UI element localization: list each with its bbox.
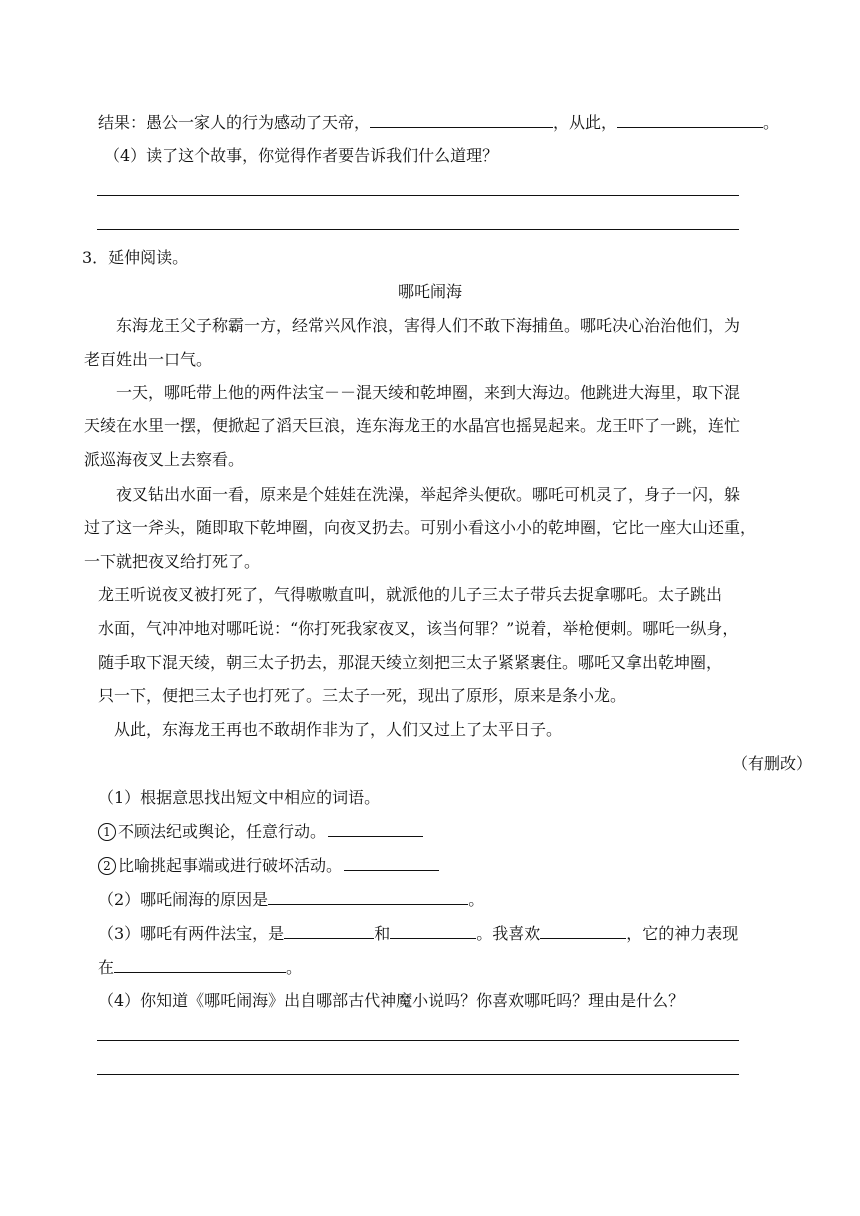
result-mid: ，从此，: [553, 113, 618, 132]
item-1-text: 不顾法纪或舆论，任意行动。: [118, 822, 327, 841]
answer-blank[interactable]: [540, 923, 626, 939]
circled-number-1: 1: [98, 823, 116, 841]
sub-question-1: （1）根据意思找出短文中相应的词语。: [98, 788, 381, 807]
story-paragraph-line: 一下就把夜叉给打死了。: [84, 552, 261, 571]
result-end: 。: [763, 113, 780, 132]
answer-blank[interactable]: [344, 855, 439, 871]
question-4: （4）读了这个故事，你觉得作者要告诉我们什么道理？: [104, 146, 499, 165]
answer-blank[interactable]: [390, 923, 476, 939]
story-paragraph-line: 从此，东海龙王再也不敢胡作非为了，人们又过上了太平日子。: [114, 720, 563, 739]
story-title: 哪吒闹海: [397, 282, 462, 301]
answer-blank[interactable]: [114, 957, 286, 973]
result-prefix: 结果：愚公一家人的行为感动了天帝，: [98, 113, 371, 132]
story-paragraph-line: 东海龙王父子称霸一方，经常兴风作浪，害得人们不敢下海捕鱼。哪吒决心治治他们，为: [116, 316, 741, 335]
sub-question-4: （4）你知道《哪吒闹海》出自哪部古代神魔小说吗？你喜欢哪吒吗？理由是什么？: [98, 991, 685, 1010]
item-1: [98, 821, 423, 842]
story-paragraph-line: 一天，哪吒带上他的两件法宝－－混天绫和乾坤圈，来到大海边。他跳进大海里，取下混: [116, 383, 741, 402]
answer-blank[interactable]: [617, 112, 763, 128]
answer-blank[interactable]: [328, 821, 423, 837]
story-paragraph-line: 派巡海夜叉上去察看。: [84, 450, 245, 469]
edit-note: （有删改）: [732, 754, 813, 773]
period: 。: [468, 890, 485, 909]
sub-question-2: [98, 889, 484, 910]
answer-line[interactable]: [97, 229, 739, 230]
item-2: [98, 855, 439, 876]
question-3-heading: 3．延伸阅读。: [82, 248, 189, 267]
story-paragraph-line: 夜叉钻出水面一看，原来是个娃娃在洗澡，举起斧头便砍。哪吒可机灵了，身子一闪，躲: [116, 485, 741, 504]
sub-question-3-text-b: 和: [374, 924, 391, 943]
circled-number-2: 2: [98, 857, 116, 875]
answer-blank[interactable]: [284, 923, 374, 939]
story-paragraph-line: 龙王听说夜叉被打死了，气得嗷嗷直叫，就派他的儿子三太子带兵去捉拿哪吒。太子跳出: [98, 585, 723, 604]
answer-line[interactable]: [97, 1040, 739, 1041]
answer-blank[interactable]: [268, 889, 468, 905]
answer-blank[interactable]: [370, 112, 553, 128]
story-paragraph-line: 随手取下混天绫，朝三太子扔去，那混天绫立刻把三太子紧紧裹住。哪吒又拿出乾坤圈，: [98, 653, 723, 672]
story-paragraph-line: 过了这一斧头，随即取下乾坤圈，向夜叉扔去。可别小看这小小的乾坤圈，它比一座大山还重，: [84, 518, 757, 537]
sub-question-3-text-e: 在: [98, 958, 115, 977]
answer-line[interactable]: [97, 195, 739, 196]
sub-question-3: [98, 923, 738, 944]
story-paragraph-line: 老百姓出一口气。: [84, 350, 213, 369]
sub-question-3-line-2: [98, 957, 302, 978]
sub-question-3-text-c: 。我喜欢: [476, 924, 541, 943]
answer-line[interactable]: [97, 1074, 739, 1075]
sub-question-3-text-a: （3）哪吒有两件法宝，是: [98, 924, 285, 943]
item-2-text: 比喻挑起事端或进行破坏活动。: [118, 856, 343, 875]
sub-question-2-text: （2）哪吒闹海的原因是: [98, 890, 269, 909]
story-paragraph-line: 天绫在水里一摆，便掀起了滔天巨浪，连东海龙王的水晶宫也摇晃起来。龙王吓了一跳，连忙: [84, 416, 741, 435]
result-line: [98, 112, 779, 133]
story-paragraph-line: 只一下，便把三太子也打死了。三太子一死，现出了原形，原来是条小龙。: [98, 686, 627, 705]
story-paragraph-line: 水面，气冲冲地对哪吒说：“你打死我家夜叉，该当何罪？”说着，举枪便刺。哪吒一纵身，: [98, 619, 739, 638]
period: 。: [286, 958, 303, 977]
sub-question-3-text-d: ，它的神力表现: [626, 924, 739, 943]
